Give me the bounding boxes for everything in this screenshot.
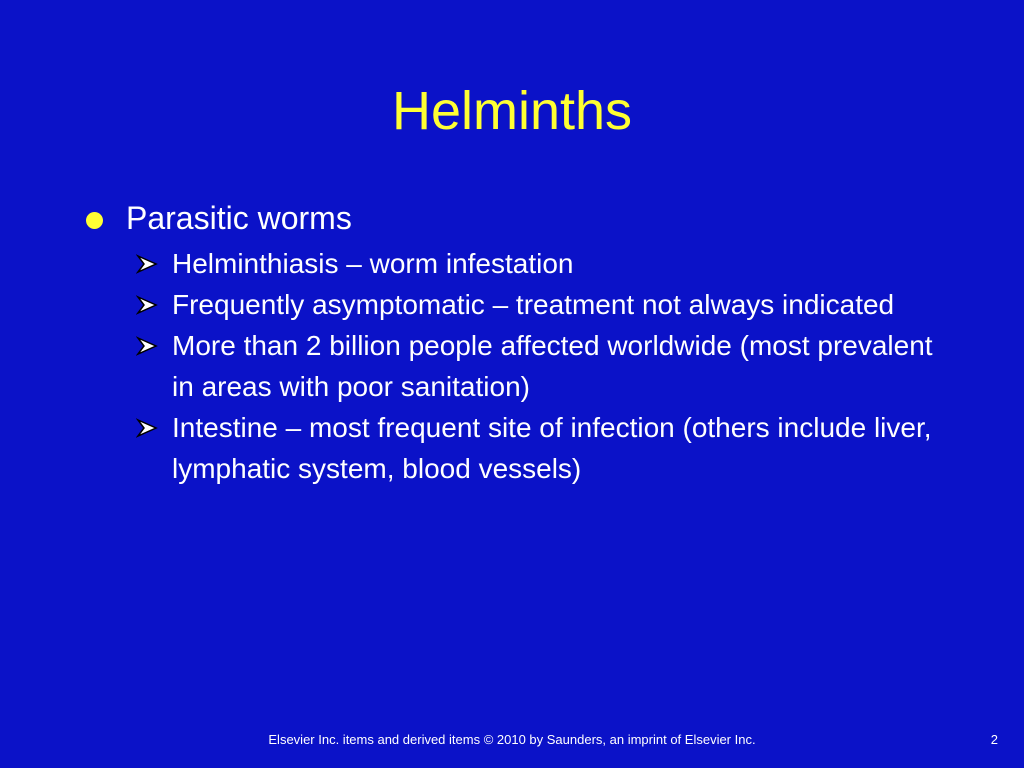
slide-title: Helminths [391,81,633,141]
arrowhead-bullet-icon [136,254,158,274]
main-bullet-item [86,196,946,240]
sub-bullet-item [136,284,936,325]
sub-bullet-item [136,325,936,407]
sub-bullet-item [136,243,936,284]
yellow-bullet-icon [86,212,103,229]
sub-bullet-item [136,407,936,489]
sub-bullet-text: Helminthiasis – worm infestation [172,248,574,279]
page-number: 2 [990,732,998,747]
arrowhead-bullet-icon [136,295,158,315]
arrowhead-bullet-icon [136,336,158,356]
arrowhead-bullet-icon [136,418,158,438]
sub-bullet-text: More than 2 billion people affected worldwide (most prevalent in areas with poor sanitation) [172,330,933,402]
sub-bullet-list [136,243,936,489]
sub-bullet-text: Intestine – most frequent site of infection (others include liver, lymphatic system, blood vessels) [172,412,932,484]
copyright-footer: Elsevier Inc. items and derived items © 2010 by Saunders, an imprint of Elsevier Inc. [268,732,756,747]
sub-bullet-text: Frequently asymptomatic – treatment not always indicated [172,289,895,320]
main-bullet-text: Parasitic worms [126,200,352,236]
